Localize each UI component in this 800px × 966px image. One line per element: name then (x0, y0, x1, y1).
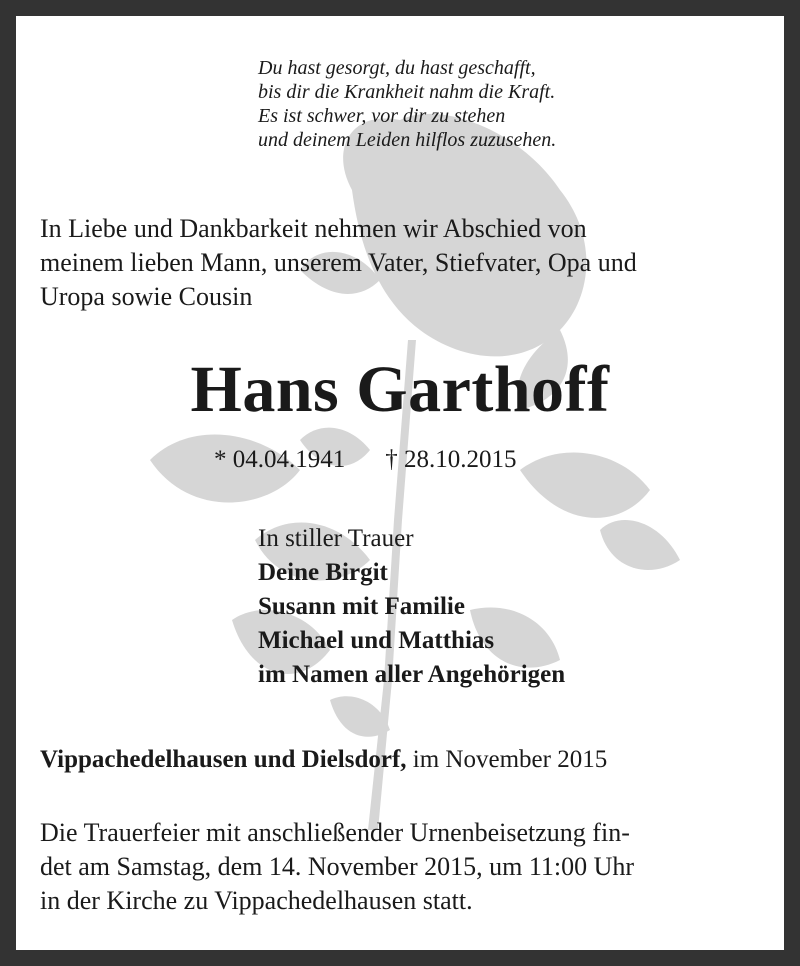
intro-text (40, 212, 637, 314)
funeral-line: Die Trauerfeier mit anschließender Urnenbeisetzung fin- (40, 818, 630, 847)
mourners-block (258, 522, 565, 692)
poem-line: Du hast gesorgt, du hast geschafft, (258, 57, 536, 79)
birth-date: * 04.04.1941 (214, 446, 346, 473)
place-name: Vippachedelhausen und Dielsdorf, (40, 746, 407, 773)
place-date-line (40, 744, 607, 776)
poem-line: bis dir die Krankheit nahm die Kraft. (258, 81, 556, 103)
funeral-line: det am Samstag, dem 14. November 2015, um 11:00 Uhr (40, 852, 635, 881)
funeral-notice (40, 816, 770, 918)
mourner-name: Deine Birgit (258, 559, 388, 586)
intro-line: In Liebe und Dankbarkeit nehmen wir Abschied von (40, 214, 587, 243)
mourner-name: Michael und Matthias (258, 627, 495, 654)
life-dates (214, 444, 517, 476)
poem-line: Es ist schwer, vor dir zu stehen (258, 105, 506, 127)
poem-verse (258, 56, 556, 152)
intro-line: Uropa sowie Cousin (40, 282, 253, 311)
mourner-name: Susann mit Familie (258, 593, 465, 620)
funeral-line: in der Kirche zu Vippachedelhausen statt. (40, 886, 473, 915)
deceased-name: Hans Garthoff (190, 353, 610, 426)
intro-line: meinem lieben Mann, unserem Vater, Stiefvater, Opa und (40, 248, 637, 277)
poem-line: und deinem Leiden hilflos zuzusehen. (258, 129, 557, 151)
death-date: † 28.10.2015 (385, 446, 517, 473)
mourners-heading: In stiller Trauer (258, 525, 414, 552)
place-date: im November 2015 (406, 746, 608, 773)
mourner-name: im Namen aller Angehörigen (258, 661, 566, 688)
